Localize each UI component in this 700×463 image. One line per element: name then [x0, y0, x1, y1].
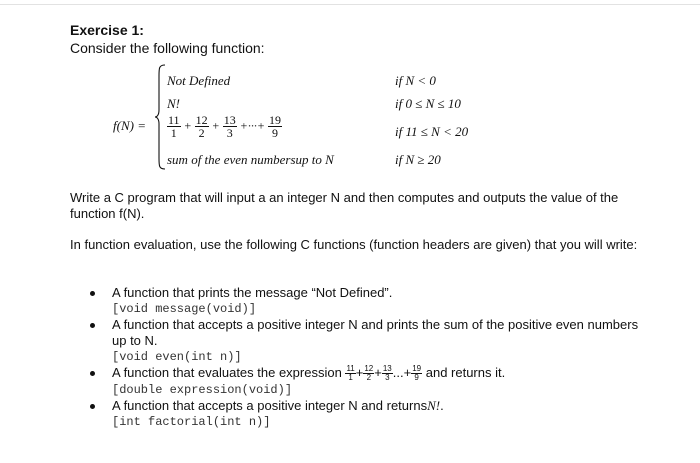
case-expr-2: N!: [167, 96, 180, 111]
list-item: A function that accepts a positive integer N and prints the sum of the positive even numbers up to N. [void even(int n)]: [90, 317, 650, 365]
bullet-icon: [90, 323, 95, 328]
paragraph-task: Write a C program that will input a an integer N and then computes and outputs the value of the function f(N).: [70, 190, 619, 221]
exercise-title: Exercise 1:: [70, 22, 144, 38]
case-cond-1: if N < 0: [395, 73, 436, 88]
exercise-intro: Consider the following function:: [70, 40, 265, 56]
case-cond-4: if N ≥ 20: [395, 152, 441, 167]
top-divider: [0, 4, 700, 5]
function-header: [void message(void)]: [112, 302, 257, 316]
case-cond-3: if 11 ≤ N < 20: [395, 124, 469, 139]
case-expr-4: sum of the even numbersup to N: [167, 152, 334, 167]
case-expr-3: $\frac{11}{1}$ + $\frac{12}{2}$ + $\frac{13}{3}$ +···+ $\frac{19}{9}$: [168, 113, 281, 140]
left-brace: [154, 64, 166, 170]
list-item: A function that prints the message “Not Defined”. [void message(void)]: [90, 285, 650, 317]
paragraph-instructions: In function evaluation, use the following C functions (function headers are given) that you will write:: [70, 237, 638, 252]
list-item: A function that accepts a positive integer N and returnsN!. [int factorial(int n)]: [90, 398, 650, 430]
function-header: [double expression(void)]: [112, 383, 293, 398]
bullet-icon: [90, 371, 95, 376]
list-item: A function that evaluates the expression $\frac{11}{1}$ + $\frac{12}{2}$ + $\frac{13}{3}$ ...+ $\frac{19}{9}$ and returns it. [double expression(void)]: [90, 365, 650, 398]
bullet-icon: [90, 404, 95, 409]
bullet-icon: [90, 291, 95, 296]
function-header: [void even(int n)]: [112, 350, 242, 364]
function-header: [int factorial(int n)]: [112, 415, 271, 430]
case-cond-2: if 0 ≤ N ≤ 10: [395, 96, 461, 111]
case-expr-1: Not Defined: [167, 73, 231, 88]
function-lhs: f(N) =: [113, 118, 146, 133]
requirements-list: [90, 285, 650, 430]
